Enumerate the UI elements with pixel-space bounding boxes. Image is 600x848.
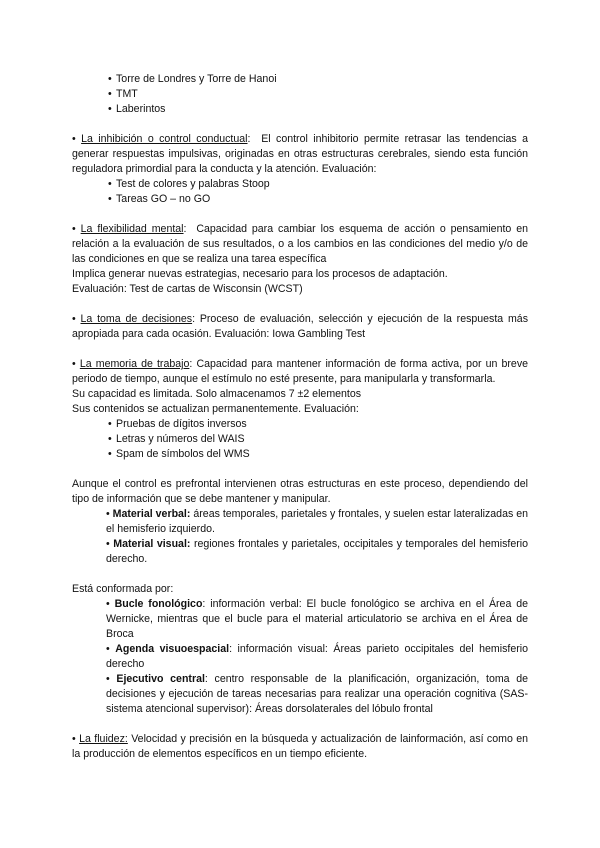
section-flexibilidad: • La flexibilidad mental: Capacidad para cambiar los esquema de acción o pensamiento en relación a la evaluación de sus resultados, o a los cambios en las condiciones del medio y/o de las condiciones en que se realiza una tarea específica xyxy=(72,223,529,265)
conformada-intro: Está conformada por: xyxy=(72,583,174,595)
list-item: • Ejecutivo central: centro responsable de la planificación, organización, toma de decisiones y ejecución de tareas necesarias para realizar una operación cognitiva (SAS- sistema atencional supervisor): Áreas dorsolaterales del lóbulo frontal xyxy=(106,673,529,715)
paragraph-line: Sus contenidos se actualizan permanentemente. Evaluación: xyxy=(72,403,359,415)
list-item: • Bucle fonológico: información verbal: El bucle fonológico se archiva en el Área de Wernicke, mientras que el bucle para el material articulatorio se archiva en el Área de Broca xyxy=(106,598,528,640)
paragraph-line: Evaluación: Test de cartas de Wisconsin (WCST) xyxy=(72,283,303,295)
paragraph-line: Su capacidad es limitada. Solo almacenamos 7 ±2 elementos xyxy=(72,388,362,400)
inhibicion-test-list xyxy=(72,177,528,207)
list-item: • Tareas GO – no GO xyxy=(108,193,211,205)
section-inhibicion: • La inhibición o control conductual: El control inhibitorio permite retrasar las tendencias a generar respuestas impulsivas, originadas en otras estructuras cerebrales, siendo esta función reguladora primordial para la conducta y la atención. Evaluación: xyxy=(72,133,528,175)
section-memoria: • La memoria de trabajo: Capacidad para mantener información de forma activa, por un breve periodo de tiempo, aunque el estímulo no esté presente, para manipularla y transformarla. xyxy=(72,358,529,385)
material-list xyxy=(72,507,528,567)
memoria-test-list xyxy=(72,417,528,462)
list-item: • Material verbal: áreas temporales, parietales y frontales, y suelen estar lateralizadas en el hemisferio izquierdo. xyxy=(106,508,528,535)
section-fluidez: • La fluidez: Velocidad y precisión en la búsqueda y actualización de lainformación, así como en la producción de elementos específicos en un tiempo eficiente. xyxy=(72,733,528,760)
list-item: • Agenda visuoespacial: información visual: Áreas parieto occipitales del hemisferio derecho xyxy=(106,643,528,670)
list-item: • Laberintos xyxy=(108,103,166,115)
section-text: Proceso de evaluación, selección y ejecución de la respuesta más apropiada para cada ocasión. Evaluación: Iowa Gambling Test xyxy=(72,313,528,340)
list-item: • Pruebas de dígitos inversos xyxy=(108,418,247,430)
list-item: • Material visual: regiones frontales y parietales, occipitales y temporales del hemisferio derecho. xyxy=(106,538,528,565)
section-text: Capacidad para mantener información de forma activa, por un breve periodo de tiempo, aunque el estímulo no esté presente, para manipularla y transformarla. xyxy=(72,358,529,385)
paragraph-line: Implica generar nuevas estrategias, necesario para los procesos de adaptación. xyxy=(72,268,448,280)
section-title: La fluidez: xyxy=(79,733,128,745)
section-title: La inhibición o control conductual xyxy=(81,133,248,145)
intro-test-list xyxy=(72,72,528,117)
list-item: • Letras y números del WAIS xyxy=(108,433,245,445)
list-item: • Torre de Londres y Torre de Hanoi xyxy=(108,73,277,85)
section-text: Capacidad para cambiar los esquema de acción o pensamiento en relación a la evaluación de sus resultados, o a los cambios en las condiciones del medio y/o de las condiciones en que se realiza una tarea específica xyxy=(72,223,529,265)
section-title: La flexibilidad mental xyxy=(80,223,184,235)
section-title: La memoria de trabajo xyxy=(79,358,190,370)
list-item: • Test de colores y palabras Stoop xyxy=(108,178,270,190)
components-list xyxy=(72,597,528,717)
section-text: Velocidad y precisión en la búsqueda y actualización de lainformación, así como en la producción de elementos específicos en un tiempo eficiente. xyxy=(72,733,528,760)
control-paragraph: Aunque el control es prefrontal intervienen otras estructuras en este proceso, dependiendo del tipo de información que se debe mantener y manipular. xyxy=(72,478,528,505)
list-item: • TMT xyxy=(108,88,138,100)
section-decisiones: • La toma de decisiones: Proceso de evaluación, selección y ejecución de la respuesta más apropiada para cada ocasión. Evaluación: Iowa Gambling Test xyxy=(72,313,528,340)
section-title: La toma de decisiones xyxy=(80,313,193,325)
document-body xyxy=(72,72,528,762)
section-text: El control inhibitorio permite retrasar las tendencias a generar respuestas impulsivas, originadas en otras estructuras cerebrales, siendo esta función reguladora primordial para la conducta y la atención. Evaluación: xyxy=(72,133,528,175)
list-item: • Spam de símbolos del WMS xyxy=(108,448,250,460)
